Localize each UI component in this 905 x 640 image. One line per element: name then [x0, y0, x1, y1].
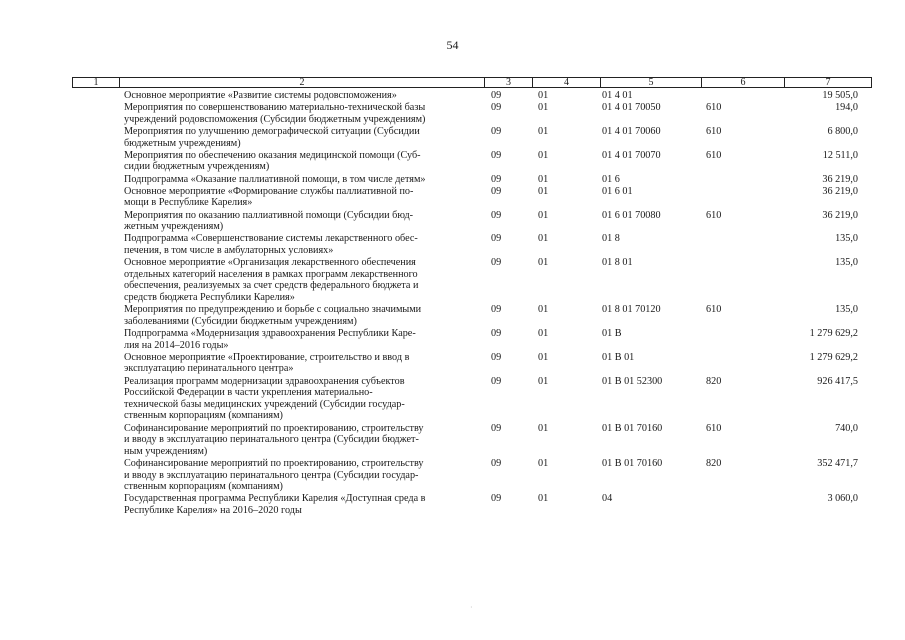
row-amount: 12 511,0 [822, 149, 858, 161]
row-description-line: Мероприятия по совершенствованию материально-технической базы [124, 102, 426, 114]
row-subsection-code: 01 [538, 457, 549, 469]
row-amount: 19 505,0 [822, 90, 858, 101]
table-header-row [72, 77, 872, 88]
row-description-line: технической базы медицинских учреждений (Субсидии государ- [124, 398, 405, 410]
row-section-code: 09 [491, 149, 502, 161]
row-target-code: 01 6 01 [602, 185, 633, 197]
row-target-code: 01 4 01 [602, 90, 633, 101]
row-subsection-code: 01 [538, 209, 549, 221]
row-amount: 36 219,0 [822, 185, 858, 197]
row-amount: 740,0 [835, 422, 858, 434]
row-amount: 926 417,5 [817, 375, 858, 387]
row-section-code: 09 [491, 457, 502, 469]
table-row [0, 233, 905, 257]
table-row [0, 257, 905, 304]
row-description-line: заболеваниями (Субсидии бюджетным учреждениям) [124, 315, 357, 327]
row-expense-type: 610 [706, 209, 722, 221]
row-target-code: 01 6 [602, 173, 620, 185]
header-col-7: 7 [825, 77, 831, 88]
row-description [124, 493, 484, 516]
table-row [0, 102, 905, 126]
row-amount: 3 060,0 [827, 493, 858, 505]
row-description-line: ным учреждениям) [124, 445, 208, 457]
row-description-line: жетным учреждениям) [124, 221, 224, 233]
row-subsection-code: 01 [538, 173, 549, 185]
row-amount: 1 279 629,2 [809, 327, 858, 339]
row-target-code: 01 B 01 70160 [602, 422, 663, 434]
table-row [0, 90, 905, 102]
table-row [0, 174, 905, 186]
row-description-line: Основное мероприятие «Организация лекарственного обеспечения [124, 257, 416, 269]
row-section-code: 09 [491, 209, 502, 221]
row-section-code: 09 [491, 173, 502, 185]
row-subsection-code: 01 [538, 102, 549, 114]
row-section-code: 09 [491, 422, 502, 434]
row-description [124, 304, 484, 327]
row-description [124, 102, 484, 125]
header-col-1: 1 [93, 77, 99, 88]
row-description-line: печения, в том числе в амбулаторных условиях» [124, 244, 334, 256]
header-col-6: 6 [740, 77, 746, 88]
row-section-code: 09 [491, 90, 502, 101]
row-description-line: ственным корпорациям (компаниям) [124, 481, 283, 493]
row-subsection-code: 01 [538, 233, 549, 245]
row-expense-type: 610 [706, 304, 722, 316]
row-target-code: 04 [602, 493, 613, 505]
row-description [124, 233, 484, 256]
table-row [0, 210, 905, 234]
row-target-code: 01 4 01 70050 [602, 102, 661, 114]
row-target-code: 01 8 01 [602, 257, 633, 269]
row-amount: 36 219,0 [822, 209, 858, 221]
table-body [0, 90, 905, 517]
table-row [0, 423, 905, 458]
row-section-code: 09 [491, 185, 502, 197]
table-row [0, 150, 905, 174]
header-col-3: 3 [506, 77, 511, 88]
row-description [124, 126, 484, 149]
row-description [124, 352, 484, 375]
row-description-line: Подпрограмма «Оказание паллиативной помощи, в том числе детям» [124, 173, 426, 185]
row-target-code: 01 B 01 [602, 351, 635, 363]
row-description [124, 186, 484, 209]
row-description-line: Подпрограмма «Модернизация здравоохранения Республики Каре- [124, 327, 416, 339]
row-description [124, 458, 484, 493]
row-description-line: и вводу в эксплуатацию перинатального центра (Субсидии государ- [124, 469, 419, 481]
row-description-line: Основное мероприятие «Формирование службы паллиативной по- [124, 185, 414, 197]
row-target-code: 01 B [602, 327, 622, 339]
row-description [124, 328, 484, 351]
row-amount: 6 800,0 [827, 125, 858, 137]
row-section-code: 09 [491, 304, 502, 316]
row-target-code: 01 6 01 70080 [602, 209, 661, 221]
row-target-code: 01 8 01 70120 [602, 304, 661, 316]
row-expense-type: 820 [706, 375, 722, 387]
row-description-line: Мероприятия по оказанию паллиативной помощи (Субсидии бюд- [124, 209, 414, 221]
row-description-line: Реализация программ модернизации здравоохранения субъектов [124, 375, 405, 387]
row-description-line: лия на 2014–2016 годы» [124, 339, 229, 351]
row-section-code: 09 [491, 233, 502, 245]
scan-dot: · [470, 603, 473, 612]
row-description [124, 376, 484, 422]
header-col-5: 5 [648, 77, 654, 88]
row-section-code: 09 [491, 257, 502, 269]
row-expense-type: 610 [706, 125, 722, 137]
row-description-line: и вводу в эксплуатацию перинатального центра (Субсидии бюджет- [124, 434, 419, 446]
row-section-code: 09 [491, 125, 502, 137]
row-subsection-code: 01 [538, 327, 549, 339]
row-subsection-code: 01 [538, 125, 549, 137]
row-section-code: 09 [491, 102, 502, 114]
row-description-line: Основное мероприятие «Проектирование, строительство и ввод в [124, 351, 410, 363]
row-target-code: 01 B 01 52300 [602, 375, 663, 387]
row-description [124, 423, 484, 458]
row-description [124, 90, 484, 102]
row-description [124, 210, 484, 233]
row-description [124, 150, 484, 173]
row-section-code: 09 [491, 493, 502, 505]
row-subsection-code: 01 [538, 304, 549, 316]
row-description-line: Мероприятия по обеспечению оказания медицинской помощи (Суб- [124, 149, 421, 161]
row-expense-type: 610 [706, 422, 722, 434]
row-subsection-code: 01 [538, 351, 549, 363]
row-amount: 1 279 629,2 [809, 351, 858, 363]
row-description-line: Мероприятия по предупреждению и борьбе с социально значимыми [124, 304, 422, 316]
row-target-code: 01 B 01 70160 [602, 457, 663, 469]
row-subsection-code: 01 [538, 185, 549, 197]
row-section-code: 09 [491, 375, 502, 387]
row-subsection-code: 01 [538, 90, 549, 101]
row-description-line: сидии бюджетным учреждениям) [124, 161, 270, 173]
row-subsection-code: 01 [538, 149, 549, 161]
row-description [124, 174, 484, 186]
row-subsection-code: 01 [538, 422, 549, 434]
row-subsection-code: 01 [538, 493, 549, 505]
row-target-code: 01 4 01 70070 [602, 149, 661, 161]
row-expense-type: 610 [706, 149, 722, 161]
row-description-line: Республике Карелия» на 2016–2020 годы [124, 504, 302, 516]
table-row [0, 304, 905, 328]
row-amount: 352 471,7 [817, 457, 858, 469]
row-description-line: Софинансирование мероприятий по проектированию, строительству [124, 422, 424, 434]
header-col-2: 2 [299, 77, 305, 88]
row-description-line: учреждений родовспоможения (Субсидии бюджетным учреждениям) [124, 113, 426, 125]
row-description-line: Основное мероприятие «Развитие системы родовспоможения» [124, 90, 397, 101]
row-description-line: Российской Федерации в части укрепления материально- [124, 387, 373, 399]
row-expense-type: 610 [706, 102, 722, 114]
row-amount: 135,0 [835, 233, 858, 245]
row-description-line: Мероприятия по улучшению демографической ситуации (Субсидии [124, 125, 420, 137]
row-expense-type: 820 [706, 457, 722, 469]
row-description-line: ственным корпорациям (компаниям) [124, 410, 283, 422]
row-section-code: 09 [491, 351, 502, 363]
row-amount: 135,0 [835, 304, 858, 316]
row-amount: 194,0 [835, 102, 858, 114]
table-row [0, 328, 905, 352]
page-number: 54 [446, 38, 459, 52]
row-description-line: эксплуатацию перинатального центра» [124, 363, 294, 375]
row-description-line: Государственная программа Республики Карелия «Доступная среда в [124, 493, 426, 505]
row-amount: 36 219,0 [822, 173, 858, 185]
header-col-4: 4 [564, 77, 569, 88]
table-row [0, 376, 905, 423]
row-description-line: средств бюджета Республики Карелия» [124, 291, 295, 303]
row-description-line: отдельных категорий населения в рамках программ лекарственного [124, 268, 418, 280]
row-description-line: Подпрограмма «Совершенствование системы лекарственного обес- [124, 233, 418, 245]
row-subsection-code: 01 [538, 257, 549, 269]
row-description [124, 257, 484, 303]
table-row [0, 458, 905, 493]
table-row [0, 186, 905, 210]
table-row [0, 493, 905, 517]
row-description-line: бюджетным учреждениям) [124, 137, 241, 149]
row-amount: 135,0 [835, 257, 858, 269]
row-target-code: 01 8 [602, 233, 620, 245]
row-description-line: мощи в Республике Карелия» [124, 197, 253, 209]
row-section-code: 09 [491, 327, 502, 339]
row-description-line: Софинансирование мероприятий по проектированию, строительству [124, 457, 424, 469]
row-subsection-code: 01 [538, 375, 549, 387]
row-target-code: 01 4 01 70060 [602, 125, 661, 137]
table-row [0, 126, 905, 150]
row-description-line: обеспечения, реализуемых за счет средств федерального бюджета и [124, 280, 419, 292]
table-row [0, 352, 905, 376]
